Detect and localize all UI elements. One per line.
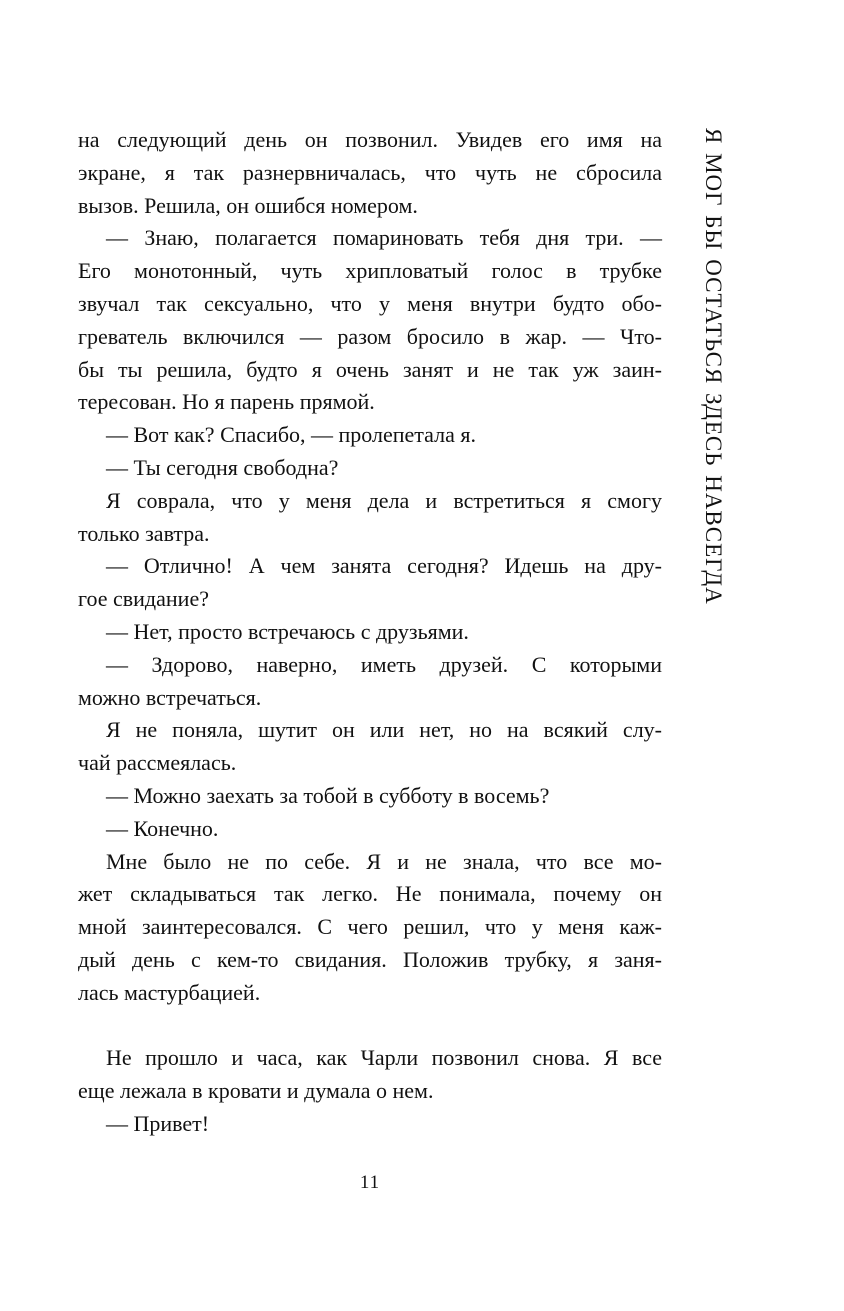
text-line: экране, я так разнервничалась, что чуть не сбросила	[78, 159, 662, 185]
paragraph	[78, 714, 662, 780]
text-line: лась мастурбацией.	[78, 979, 261, 1005]
text-line: гое свидание?	[78, 586, 209, 612]
text-line: дый день с кем-то свидания. Положив трубку, я заня-	[78, 946, 662, 972]
body-text	[78, 124, 662, 1141]
paragraph	[78, 780, 662, 813]
text-line: — Ты сегодня свободна?	[106, 454, 339, 480]
text-line: можно встречаться.	[78, 684, 262, 710]
vertical-book-title: Я МОГ БЫ ОСТАТЬСЯ ЗДЕСЬ НАВСЕГДА	[701, 128, 726, 605]
text-line: Его монотонный, чуть хрипловатый голос в трубке	[78, 258, 662, 284]
paragraph	[78, 1108, 662, 1141]
text-line: — Привет!	[106, 1110, 210, 1136]
paragraph	[78, 550, 662, 616]
text-line: бы ты решила, будто я очень занят и не так уж заин-	[78, 356, 662, 382]
text-line: греватель включился — разом бросило в жар. — Что-	[78, 323, 662, 349]
paragraph	[78, 485, 662, 551]
text-line: — Нет, просто встречаюсь с друзьями.	[106, 618, 469, 644]
text-line: звучал так сексуально, что у меня внутри будто обо-	[78, 290, 662, 316]
paragraph	[78, 649, 662, 715]
text-line: жет складываться так легко. Не понимала, почему он	[78, 881, 662, 907]
text-line: Мне было не по себе. Я и не знала, что все мо-	[106, 848, 662, 874]
text-line: Я не поняла, шутит он или нет, но на всякий слу-	[106, 717, 662, 743]
text-line: — Конечно.	[106, 815, 219, 841]
text-line: мной заинтересовался. С чего решил, что у меня каж-	[78, 914, 662, 940]
paragraph	[78, 813, 662, 846]
text-line: — Вот как? Спасибо, — пролепетала я.	[106, 422, 476, 448]
text-line: на следующий день он позвонил. Увидев его имя на	[78, 127, 662, 152]
text-line: тересован. Но я парень прямой.	[78, 389, 375, 415]
text-line: только завтра.	[78, 520, 210, 546]
paragraph	[78, 452, 662, 485]
text-line: — Здорово, наверно, иметь друзей. С которыми	[106, 651, 662, 677]
paragraph	[78, 1042, 662, 1108]
page-number: 11	[359, 1172, 381, 1193]
text-line: — Отлично! А чем занята сегодня? Идешь на дру-	[106, 553, 662, 579]
paragraph	[78, 846, 662, 1010]
paragraph	[78, 419, 662, 452]
text-line: вызов. Решила, он ошибся номером.	[78, 192, 418, 218]
paragraph	[78, 616, 662, 649]
text-line: чай рассмеялась.	[78, 750, 237, 776]
text-line: Я соврала, что у меня дела и встретиться я смогу	[106, 487, 662, 513]
text-line: — Можно заехать за тобой в субботу в восемь?	[106, 782, 550, 808]
paragraph	[78, 124, 662, 222]
paragraph	[78, 222, 662, 419]
text-line: Не прошло и часа, как Чарли позвонил снова. Я все	[106, 1045, 662, 1071]
text-line: — Знаю, полагается помариновать тебя дня три. —	[106, 225, 662, 251]
text-line: еще лежала в кровати и думала о нем.	[78, 1078, 434, 1104]
